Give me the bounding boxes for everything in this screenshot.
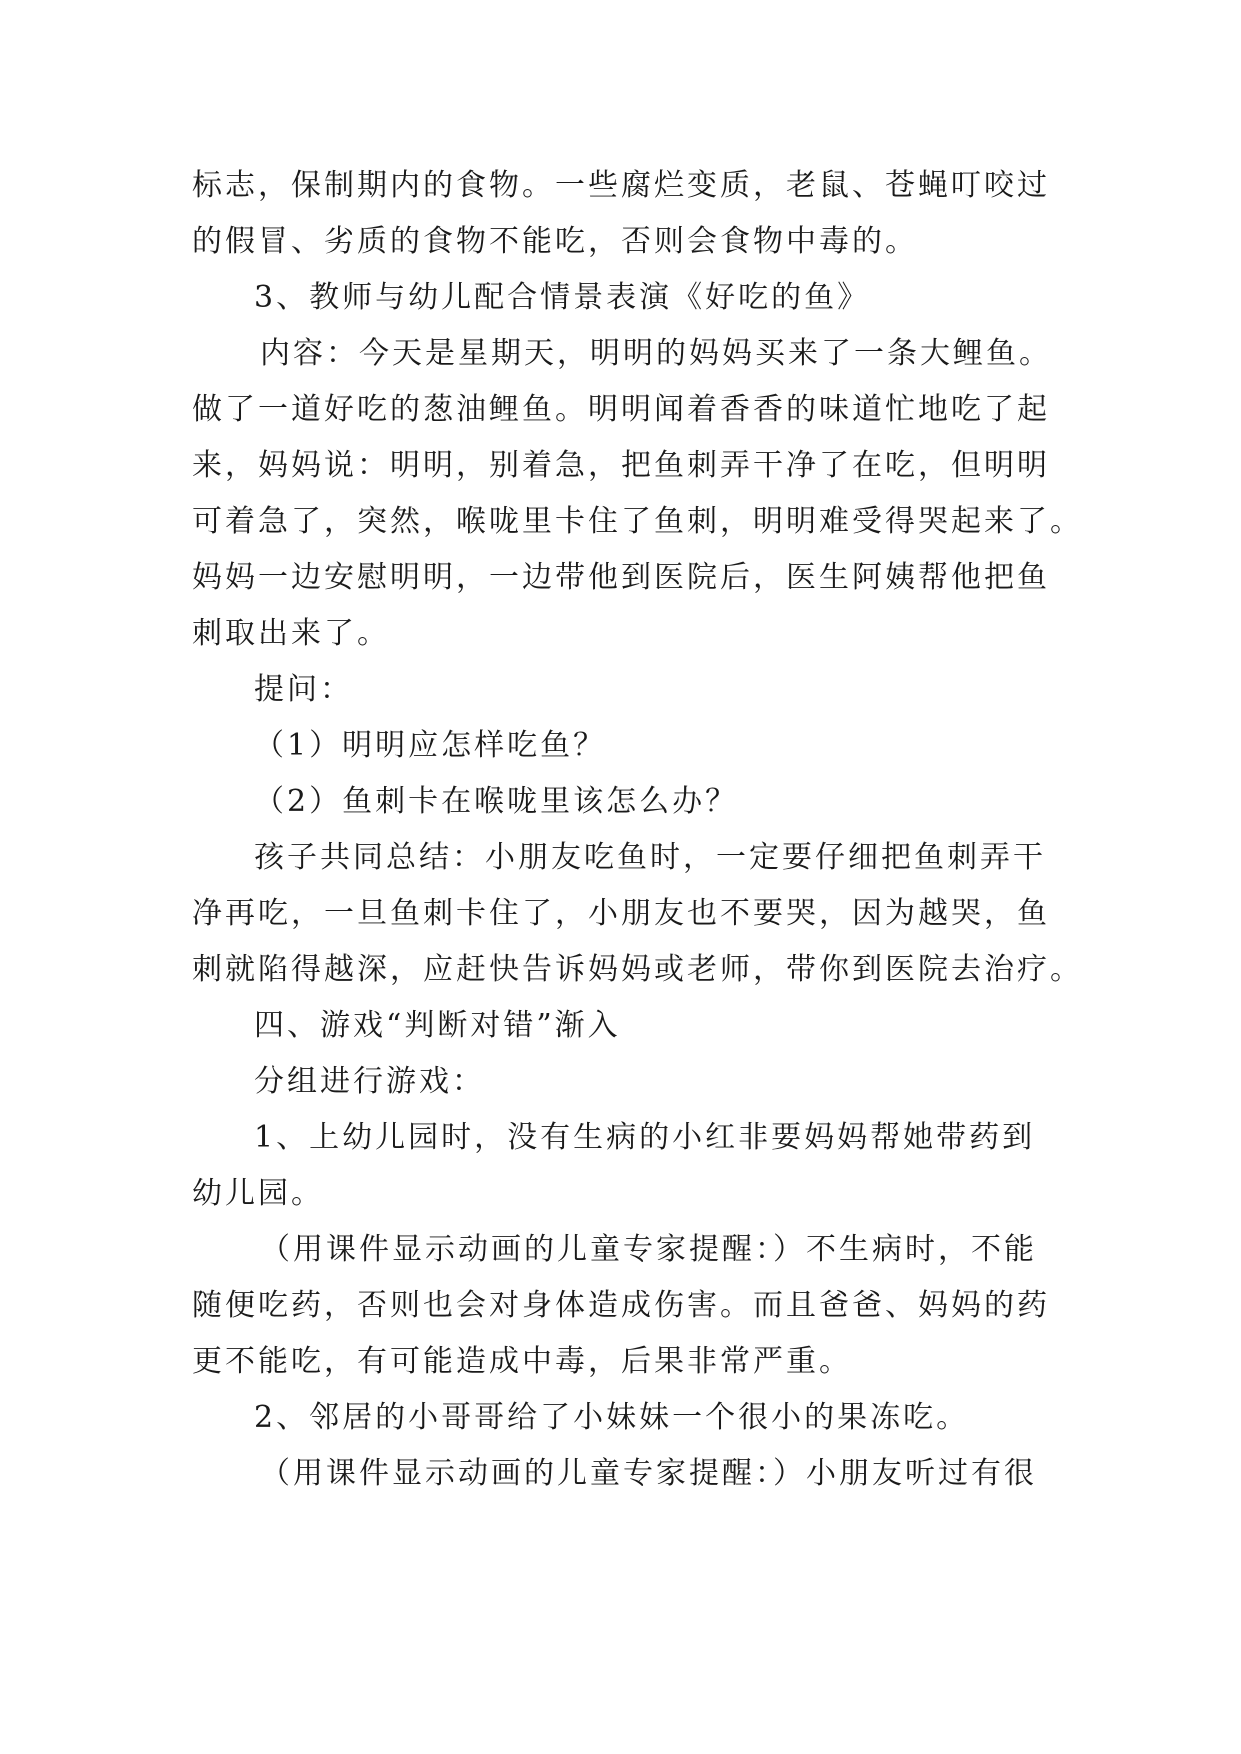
text-line: 幼儿园。 [192, 1176, 324, 1211]
text-line: 分组进行游戏： [254, 1064, 485, 1099]
text-line: 刺就陷得越深，应赶快告诉妈妈或老师，带你到医院去治疗。 [192, 952, 1083, 987]
text-line: （用课件显示动画的儿童专家提醒：）小朋友听过有很 [260, 1456, 1037, 1491]
text-line: 孩子共同总结：小朋友吃鱼时，一定要仔细把鱼刺弄干 [254, 840, 1046, 875]
question-item: （2）鱼刺卡在喉咙里该怎么办？ [254, 784, 739, 819]
text-line: 标志，保制期内的食物。一些腐烂变质，老鼠、苍蝇叮咬过 [192, 168, 1050, 203]
section-heading: 3、教师与幼儿配合情景表演《好吃的鱼》 [254, 280, 871, 315]
text-line: 的假冒、劣质的食物不能吃，否则会食物中毒的。 [192, 224, 918, 259]
text-line: 2、邻居的小哥哥给了小妹妹一个很小的果冻吃。 [254, 1400, 970, 1435]
document-body [192, 158, 1083, 1502]
text-line: （用课件显示动画的儿童专家提醒：）不生病时，不能 [260, 1232, 1037, 1267]
text-line: 更不能吃，有可能造成中毒，后果非常严重。 [192, 1344, 852, 1379]
text-line: 刺取出来了。 [192, 616, 390, 651]
text-line: 妈妈一边安慰明明，一边带他到医院后，医生阿姨帮他把鱼 [192, 560, 1050, 595]
text-line: 提问： [254, 672, 353, 707]
text-line: 做了一道好吃的葱油鲤鱼。明明闻着香香的味道忙地吃了起 [192, 392, 1050, 427]
section-heading: 四、游戏“判断对错”渐入 [254, 1008, 621, 1043]
text-line: 可着急了，突然，喉咙里卡住了鱼刺，明明难受得哭起来了。 [192, 504, 1083, 539]
text-line: 随便吃药，否则也会对身体造成伤害。而且爸爸、妈妈的药 [192, 1288, 1050, 1323]
text-line: 1、上幼儿园时，没有生病的小红非要妈妈帮她带药到 [254, 1120, 1036, 1155]
text-line: 内容：今天是星期天，明明的妈妈买来了一条大鲤鱼。 [260, 336, 1052, 371]
text-line: 净再吃，一旦鱼刺卡住了，小朋友也不要哭，因为越哭，鱼 [192, 896, 1050, 931]
question-item: （1）明明应怎样吃鱼？ [254, 728, 607, 763]
text-line: 来，妈妈说：明明，别着急，把鱼刺弄干净了在吃，但明明 [192, 448, 1050, 483]
